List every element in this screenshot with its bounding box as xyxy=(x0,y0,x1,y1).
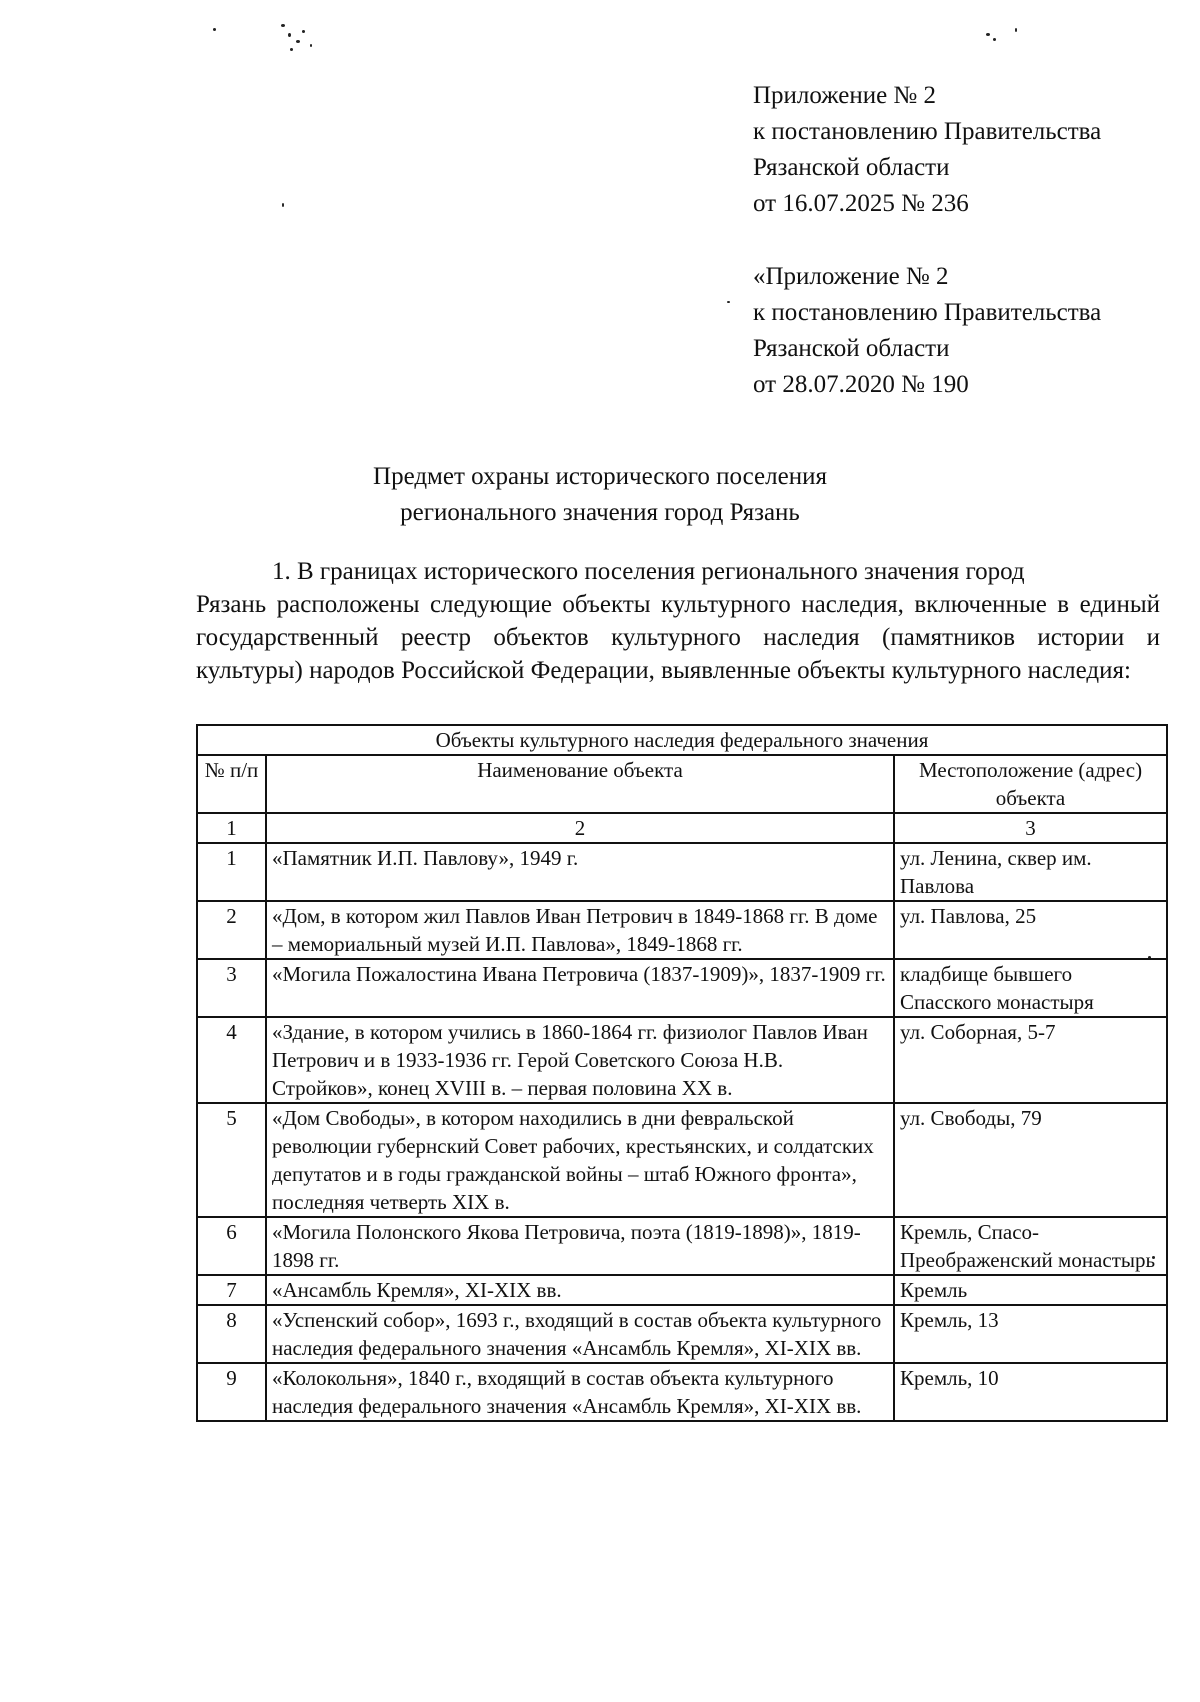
table-row xyxy=(197,843,1167,901)
appendix-line: Рязанской области xyxy=(753,335,950,362)
object-address: ул. Павлова, 25 xyxy=(894,901,1167,959)
column-header-address: Местоположение (адрес) объекта xyxy=(894,755,1167,813)
scan-speck xyxy=(986,33,990,36)
scan-speck xyxy=(993,38,996,41)
object-name: «Дом Свободы», в котором находились в дни февральской революции губернский Совет рабочих, крестьянских, и солдатских депутатов и в годы гражданской войны – штаб Южного фронта», последняя четверть XIX в. xyxy=(266,1103,894,1217)
table-header-row xyxy=(197,755,1167,813)
appendix-line: к постановлению Правительства xyxy=(753,118,1102,145)
object-address: Кремль xyxy=(894,1275,1167,1305)
title-line: Предмет охраны исторического поселения xyxy=(373,463,827,490)
object-address: ул. Ленина, сквер им. Павлова xyxy=(894,843,1167,901)
scan-speck xyxy=(281,24,285,27)
table-row xyxy=(197,1103,1167,1217)
object-address: Кремль, 13 xyxy=(894,1305,1167,1363)
object-address: кладбище бывшего Спасского монастыря xyxy=(894,959,1167,1017)
row-number: 9 xyxy=(197,1363,266,1421)
object-name: «Успенский собор», 1693 г., входящий в состав объекта культурного наследия федерального значения «Ансамбль Кремля», XI-XIX вв. xyxy=(266,1305,894,1363)
object-address: Кремль, Спасо-Преображенский монастырь xyxy=(894,1217,1167,1275)
appendix-date-line: от 28.07.2020 № 190 xyxy=(753,371,969,398)
table-row xyxy=(197,1363,1167,1421)
object-name: «Здание, в котором учились в 1860-1864 гг. физиолог Павлов Иван Петрович и в 1933-1936 гг. Герой Советского Союза Н.В. Стройков», конец XVIII в. – первая половина XX в. xyxy=(266,1017,894,1103)
heritage-objects-table xyxy=(196,724,1168,1422)
row-number: 1 xyxy=(197,843,266,901)
table-row xyxy=(197,1305,1167,1363)
object-name: «Ансамбль Кремля», XI-XIX вв. xyxy=(266,1275,894,1305)
scan-speck xyxy=(1015,28,1017,32)
appendix-date-line: от 16.07.2025 № 236 xyxy=(753,190,969,217)
appendix-header xyxy=(753,78,1101,222)
intro-paragraph xyxy=(196,555,1160,687)
appendix-line: «Приложение № 2 xyxy=(753,263,949,290)
paragraph-text: Рязань расположены следующие объекты культурного наследия, включенные в единый государственный реестр объектов культурного наследия (памятников истории и культуры) народов Российской Федерации, выявленные объекты культурного наследия: xyxy=(196,591,1160,684)
scan-speck xyxy=(290,48,293,51)
table-row xyxy=(197,959,1167,1017)
column-index: 2 xyxy=(266,813,894,843)
appendix-line: Приложение № 2 xyxy=(753,82,937,109)
scan-speck xyxy=(288,33,291,37)
column-header-num: № п/п xyxy=(197,755,266,813)
column-index: 3 xyxy=(894,813,1167,843)
scan-speck xyxy=(296,40,300,43)
object-name: «Могила Полонского Якова Петровича, поэта (1819-1898)», 1819-1898 гг. xyxy=(266,1217,894,1275)
object-name: «Колокольня», 1840 г., входящий в состав объекта культурного наследия федерального значения «Ансамбль Кремля», XI-XIX вв. xyxy=(266,1363,894,1421)
object-address: Кремль, 10 xyxy=(894,1363,1167,1421)
table-index-row xyxy=(197,813,1167,843)
column-header-name: Наименование объекта xyxy=(266,755,894,813)
row-number: 6 xyxy=(197,1217,266,1275)
table-row xyxy=(197,901,1167,959)
scan-speck xyxy=(213,28,216,31)
table-row xyxy=(197,1017,1167,1103)
scan-speck xyxy=(302,30,305,33)
object-name: «Дом, в котором жил Павлов Иван Петрович в 1849-1868 гг. В доме – мемориальный музей И.П. Павлова», 1849-1868 гг. xyxy=(266,901,894,959)
scan-speck xyxy=(282,203,284,207)
object-address: ул. Свободы, 79 xyxy=(894,1103,1167,1217)
scan-speck xyxy=(727,301,730,303)
appendix-header-previous xyxy=(753,259,1101,403)
table-group-header-row xyxy=(197,725,1167,755)
row-number: 2 xyxy=(197,901,266,959)
object-name: «Памятник И.П. Павлову», 1949 г. xyxy=(266,843,894,901)
row-number: 8 xyxy=(197,1305,266,1363)
table-row xyxy=(197,1217,1167,1275)
appendix-line: к постановлению Правительства xyxy=(753,299,1102,326)
row-number: 5 xyxy=(197,1103,266,1217)
title-line: регионального значения город Рязань xyxy=(400,499,800,526)
group-header: Объекты культурного наследия федерального значения xyxy=(197,725,1167,755)
row-number: 3 xyxy=(197,959,266,1017)
table-row xyxy=(197,1275,1167,1305)
object-name: «Могила Пожалостина Ивана Петровича (1837-1909)», 1837-1909 гг. xyxy=(266,959,894,1017)
appendix-line: Рязанской области xyxy=(753,154,950,181)
object-address: ул. Соборная, 5-7 xyxy=(894,1017,1167,1103)
scan-speck xyxy=(310,44,312,47)
row-number: 7 xyxy=(197,1275,266,1305)
column-index: 1 xyxy=(197,813,266,843)
paragraph-first-line: 1. В границах исторического поселения регионального значения город xyxy=(272,558,1025,585)
row-number: 4 xyxy=(197,1017,266,1103)
document-title xyxy=(0,459,1200,531)
